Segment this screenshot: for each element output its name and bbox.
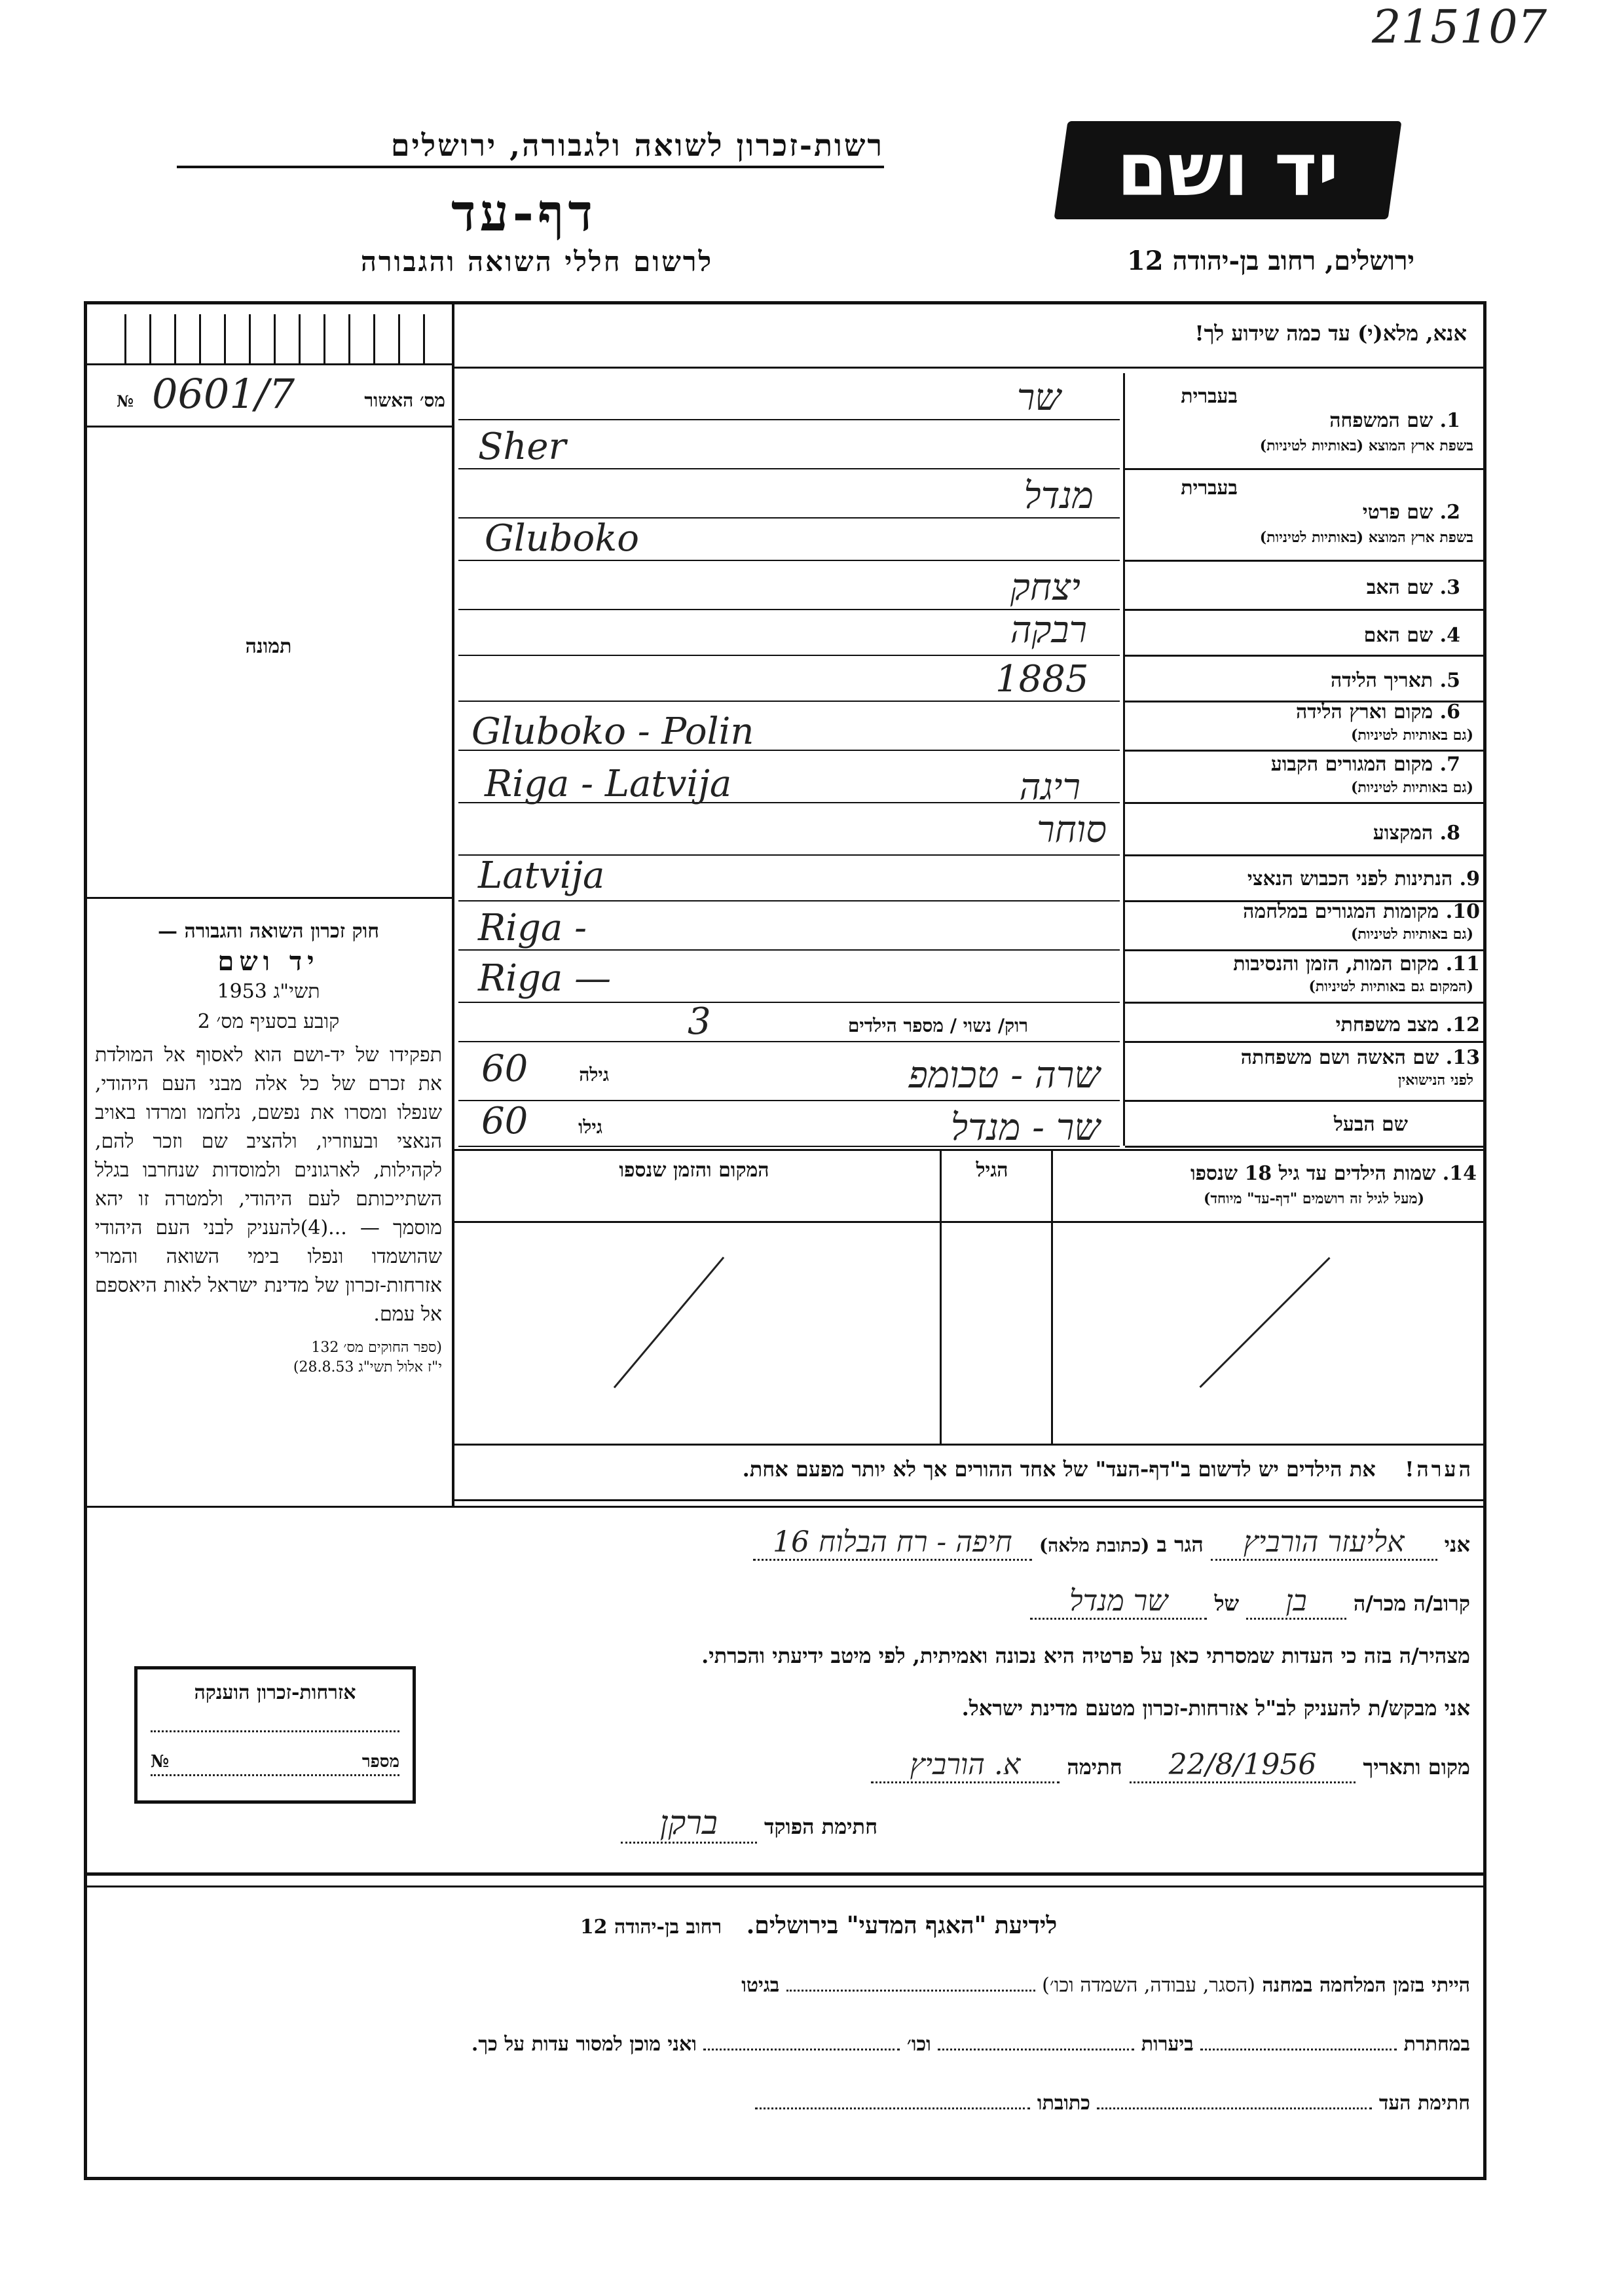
bottom-l1-a: הייתי בזמן המלחמה במחנה: [1262, 1974, 1470, 1997]
rule: [458, 468, 1120, 469]
approval-label: מס׳ האשור: [364, 390, 445, 411]
header-address: ירושלים, רחוב בן-יהודה 12: [1126, 246, 1414, 276]
decl-shel: של: [1214, 1591, 1240, 1616]
citizenship-number-label: מספר: [361, 1752, 399, 1772]
bottom-l2-d: ואני מוכן למסור עדות על כך.: [471, 2033, 697, 2056]
field-4-name: שם האם: [1363, 624, 1433, 647]
rule: [1125, 1041, 1483, 1043]
law-name: יד ושם: [217, 946, 320, 977]
children-num: 14.: [1442, 1162, 1477, 1185]
photo-label: תמונה: [245, 635, 292, 658]
rule: [458, 655, 1120, 656]
frame-right: [1483, 301, 1486, 2180]
frame-left: [84, 301, 87, 2180]
note: [458, 1457, 1473, 1482]
field-2-hebrew-value: מנדל: [1024, 475, 1094, 517]
authority-title: רשות-זכרון לשואה ולגבורה, ירושלים: [177, 128, 884, 168]
citizenship-line-1: [151, 1730, 399, 1732]
bottom-l1-b: (הסגר, עבודה, השמדה וכו׳): [1042, 1974, 1255, 1997]
field-11-label: [1126, 953, 1480, 975]
bottom-l3-b: כתובתו: [1037, 2092, 1090, 2115]
law-title: חוק זכרון השואה והגבורה —: [158, 920, 379, 943]
bottom-l3-dots2: [755, 2107, 1030, 2109]
children-label: [1058, 1162, 1477, 1185]
bottom-l2-dots3: [703, 2049, 900, 2050]
rule: [87, 1872, 1483, 1876]
field-13-sub: לפני הנישואין: [1397, 1072, 1473, 1089]
decl-date: 22/8/1956: [1130, 1748, 1356, 1783]
field-13-label: [1126, 1046, 1480, 1069]
bottom-l1-c: בגיטו: [741, 1974, 780, 1997]
field-6-sub: (גם באותיות לטיניות): [1350, 727, 1473, 744]
citizenship-number-prefix: №: [151, 1752, 170, 1772]
field-6-value: Gluboko - Polin: [471, 710, 754, 753]
citizenship-number-row: [151, 1752, 399, 1776]
bottom-line-1: [419, 1974, 1470, 1997]
field-6-num: 6.: [1439, 701, 1460, 723]
field-7-sub: (גם באותיות לטיניות): [1350, 779, 1473, 796]
rule: [458, 1041, 1120, 1042]
field-1-sub: בשפת ארץ המוצא (באותיות לטיניות): [1259, 437, 1473, 454]
note-label: הערה!: [1405, 1457, 1473, 1482]
field-11-sub: (המקום גם באותיות לטיניות): [1308, 978, 1473, 995]
decl-relation: בן: [1246, 1584, 1346, 1620]
yad-vashem-logo: [1054, 121, 1401, 219]
field-10-sub: (גם באותיות לטיניות): [1350, 926, 1473, 943]
rule: [458, 1100, 1120, 1101]
bottom-l2-c: וכו׳: [906, 2033, 931, 2056]
approval-prefix: №: [117, 392, 134, 410]
decl-request: אני מבקש/ת להעניק לב"ל אזרחות-זכרון מטעם מדינת ישראל.: [961, 1696, 1470, 1721]
photo-bottom-rule: [87, 897, 452, 899]
bottom-l2-dots2: [938, 2049, 1134, 2050]
rule: [1125, 1100, 1483, 1102]
field-3-value: יצחק: [1010, 566, 1080, 609]
field-11-name: מקום המות, הזמן והנסיבות: [1233, 953, 1439, 975]
field-7-label: [1133, 753, 1460, 776]
field-7-value-he: ריגה: [1019, 766, 1080, 809]
decl-ani: אני: [1444, 1532, 1470, 1557]
rule: [454, 1444, 1483, 1446]
field-2-label: [1133, 501, 1460, 524]
children-sub: (מעל לגיל זה רושמים "דף-עד" מיוחד): [1204, 1190, 1424, 1207]
decl-line-1: [341, 1525, 1470, 1559]
decl-of-name: שר מנדל: [1030, 1584, 1207, 1620]
rule: [458, 419, 1120, 420]
intro-text: אנא, מלא(י) עד כמה שידוע לך!: [1194, 321, 1467, 346]
field-2-sub: בשפת ארץ המוצא (באותיות לטיניות): [1259, 529, 1473, 546]
left-col-divider: [452, 301, 454, 1506]
decl-line-2: [589, 1584, 1470, 1618]
field-12-name: מצב משפחתי: [1335, 1013, 1439, 1036]
field-13-age: 60: [481, 1048, 528, 1090]
children-col-age: הגיל: [976, 1159, 1008, 1182]
field-3-label: [1133, 576, 1460, 599]
children-title: שמות הילדים עד גיל 18 שנספו: [1190, 1162, 1436, 1185]
field-12-label: [1133, 1013, 1480, 1036]
decl-statement: מצהיר/ה בזה כי העדות שמסרתי כאן על פרטיה היא נכונה ואמיתית, לפי מיטב ידיעתי והכרתי.: [701, 1643, 1470, 1668]
rule: [458, 560, 1120, 561]
rule: [1125, 750, 1483, 752]
decl-officer-sig: ברקן: [621, 1804, 757, 1844]
field-13-age-label: גילה: [579, 1064, 609, 1085]
field-8-value: סוחר: [1037, 809, 1107, 851]
bottom-l2-a: במחתרת: [1403, 2033, 1470, 2056]
rule: [1125, 1002, 1483, 1004]
field-2-num: 2.: [1439, 501, 1460, 524]
field-9-label: [1133, 867, 1480, 890]
field-5-label: [1133, 669, 1460, 692]
field-8-label: [1133, 822, 1460, 845]
decl-signature-label: חתימה: [1067, 1755, 1122, 1779]
decl-place-date-label: מקום ותאריך: [1363, 1755, 1470, 1779]
field-5-num: 5.: [1439, 669, 1460, 692]
frame-bottom: [84, 2177, 1486, 2180]
rule: [1125, 854, 1483, 856]
field-13-name: שם האשה ושם משפחתה: [1240, 1046, 1439, 1069]
field-1-hebrew-value: שר: [1016, 376, 1061, 419]
children-col-place: המקום והזמן שנספו: [619, 1159, 769, 1182]
bottom-l3-a: חתימת העד: [1378, 2092, 1470, 2115]
field-13-num: 13.: [1445, 1046, 1480, 1069]
bottom-title-row: [393, 1912, 1244, 1939]
rule: [1125, 1146, 1483, 1148]
rule: [1051, 1149, 1053, 1444]
field-2-name: שם פרטי: [1362, 501, 1433, 524]
rule: [1125, 468, 1483, 470]
logo-text: יד ושם: [1116, 128, 1339, 213]
decl-officer: [471, 1804, 877, 1842]
field-1-name: שם המשפחה: [1329, 409, 1433, 432]
law-year-he: תשי"ג: [273, 980, 320, 1003]
field-7-num: 7.: [1439, 753, 1460, 776]
field-9-value: Latvija: [478, 854, 605, 897]
field-4-num: 4.: [1439, 624, 1460, 647]
field-10-label: [1126, 900, 1480, 923]
law-body: תפקידו של יד-ושם הוא לאסוף אל המולדת את זכרם של כל אלה מבני העם היהודי, שנפלו ומסרו את נפשם, נלחמו ומרדו באויב הנאצי ובעוזריו, ולהציב שם וזכר להם, לקהילות, לארגונים ולמוסדות שנחרבו בגלל השתייכותם לעם היהודי, ולמטרה זו יהא מוסמך — ...(4)להעניק לבני העם היהודי שהושמדו ונפלו בימי השואה והמרי אזרחות-זכרון של מדינת ישראל לאות היאספם אל עמם.: [95, 1044, 443, 1326]
label-col-divider: [1123, 373, 1125, 1146]
field-11-value: Riga —: [478, 957, 612, 1000]
decl-address: חיפה - רח הבלוח 16: [753, 1525, 1032, 1561]
law-year-num: 1953: [217, 980, 267, 1003]
field-12-printed: רוק/ נשוי / מספר הילדים: [847, 1015, 1028, 1036]
frame-top: [84, 301, 1486, 304]
bottom-address: רחוב בן-יהודה 12: [580, 1916, 722, 1939]
field-4-label: [1133, 624, 1460, 647]
field-4-value: רבקה: [1010, 609, 1087, 651]
husband-value: שר - מנדל: [950, 1106, 1100, 1149]
law-box: [95, 917, 442, 1377]
husband-age-label: גילו: [578, 1116, 602, 1138]
field-1-num: 1.: [1439, 409, 1460, 432]
rule: [458, 949, 1120, 951]
field-5-name: תאריך הלידה: [1331, 669, 1433, 692]
husband-age: 60: [481, 1100, 528, 1142]
field-12-num: 12.: [1445, 1013, 1480, 1036]
citizenship-title: אזרחות-זכרון הוענקה: [194, 1681, 356, 1704]
decl-place-date: [471, 1748, 1470, 1781]
rule: [458, 1002, 1120, 1003]
field-2-tag: בעברית: [1181, 477, 1238, 500]
rule: [87, 1886, 1483, 1887]
law-source: (ספר החוקים מס׳ 132: [311, 1339, 442, 1356]
rule: [1125, 609, 1483, 611]
field-7-value: Riga - Latvija: [485, 763, 732, 805]
bottom-line-2: [111, 2033, 1470, 2056]
decl-relative-label: קרוב/ה מכר/ה: [1353, 1591, 1470, 1616]
form-title: דף-עד: [451, 183, 597, 243]
bottom-line-3: [419, 2092, 1470, 2115]
decl-officer-label: חתימת הפוקד: [764, 1814, 877, 1839]
decl-name: אליעזר הורביץ: [1211, 1525, 1437, 1561]
field-1-latin-value: Sher: [478, 426, 566, 468]
field-11-num: 11.: [1445, 953, 1480, 975]
rule: [1125, 802, 1483, 804]
rule: [454, 1149, 1483, 1151]
intro-rule: [454, 367, 1483, 369]
children-strike-right: [1199, 1257, 1330, 1388]
field-3-num: 3.: [1439, 576, 1460, 599]
decl-garb: הגר ב: [1156, 1532, 1204, 1557]
approval-bottom-rule: [87, 426, 452, 428]
law-year: [95, 977, 442, 1007]
bottom-l2-dots1: [1200, 2049, 1397, 2050]
rule: [458, 900, 1120, 902]
bottom-l2-b: ביערות: [1141, 2033, 1194, 2056]
field-5-value: 1885: [995, 658, 1089, 701]
field-8-name: המקצוע: [1373, 822, 1433, 845]
rule: [1125, 560, 1483, 562]
field-12-value: 3: [688, 1000, 711, 1043]
field-3-name: שם האב: [1366, 576, 1433, 599]
bottom-l3-dots1: [1097, 2107, 1372, 2109]
law-source-date: י"ז אלול תשי"ג 28.8.53): [293, 1359, 442, 1376]
law-clause: קובע בסעיף מס׳ 2: [197, 1010, 340, 1033]
field-10-name: מקומות המגורים במלחמה: [1243, 900, 1439, 923]
field-2-latin-value: Gluboko: [485, 517, 639, 560]
archive-number: 215107: [1372, 0, 1547, 54]
rule: [454, 1221, 1483, 1223]
rule: [87, 1506, 1483, 1508]
field-1-tag: בעברית: [1181, 385, 1238, 408]
decl-addr-label: (כתובת מלאה): [1039, 1535, 1150, 1556]
rule: [1125, 655, 1483, 657]
field-7-name: מקום המגורים הקבוע: [1270, 753, 1433, 776]
note-text: את הילדים יש לדשום ב"דף-העד" של אחד ההורים אך לא יותר מפעם אחת.: [742, 1457, 1376, 1482]
approval-tick-marks: [124, 314, 426, 363]
rule: [940, 1149, 942, 1444]
field-10-num: 10.: [1445, 900, 1480, 923]
field-9-num: 9.: [1459, 867, 1480, 890]
field-13-value: שרה - טכומפ: [908, 1054, 1100, 1097]
citizenship-box: [134, 1666, 416, 1804]
field-1-label: [1133, 409, 1460, 432]
field-8-num: 8.: [1439, 822, 1460, 845]
husband-label: שם הבעל: [1333, 1113, 1408, 1136]
form-subtitle: לרשום חללי השואה והגבורה: [360, 246, 714, 278]
rule: [454, 1499, 1483, 1501]
rule: [458, 701, 1120, 702]
children-strike-left: [614, 1256, 724, 1388]
field-10-value: Riga -: [478, 907, 587, 949]
field-6-name: מקום וארץ הלידה: [1295, 701, 1433, 723]
field-6-label: [1133, 701, 1460, 723]
approval-number: 0601/7: [152, 370, 295, 418]
field-9-name: הנתינות לפני הכבוש הנאצי: [1247, 867, 1453, 890]
rule: [1125, 949, 1483, 951]
approval-top-rule: [87, 363, 452, 365]
bottom-title: לידיעת "האגף המדעי" בירושלים.: [746, 1912, 1058, 1939]
decl-signature: א. הורביץ: [871, 1748, 1060, 1783]
bottom-l1-dots: [786, 1990, 1035, 1992]
